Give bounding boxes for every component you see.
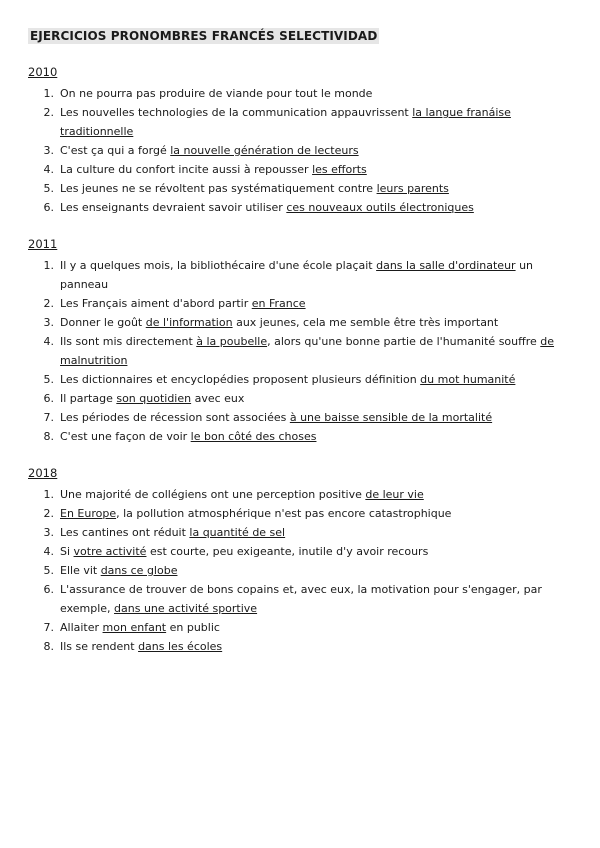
sentence-fragment: Les Français aiment d'abord partir — [60, 297, 252, 310]
underlined-phrase: du mot humanité — [420, 373, 516, 386]
item-sentence — [60, 389, 560, 408]
item-sentence — [60, 580, 560, 618]
underlined-phrase: leurs parents — [376, 182, 449, 195]
underlined-phrase: les efforts — [312, 163, 367, 176]
sentence-fragment: Ils se rendent — [60, 640, 139, 653]
item-number: 1. — [43, 488, 54, 501]
item-sentence — [60, 179, 560, 198]
item-number: 2. — [43, 106, 54, 119]
item-sentence — [60, 523, 560, 542]
underlined-phrase: la langue franáise traditionnelle — [60, 106, 511, 138]
sentence-fragment: aux jeunes, cela me semble être très important — [232, 316, 499, 329]
exercise-item — [28, 504, 560, 523]
sentence-fragment: C'est une façon de voir — [60, 430, 191, 443]
sentence-fragment: , la pollution atmosphérique n'est pas encore catastrophique — [116, 507, 452, 520]
item-sentence — [60, 637, 560, 656]
item-number: 6. — [43, 583, 54, 596]
item-sentence — [60, 160, 560, 179]
item-sentence — [60, 504, 560, 523]
item-number: 8. — [43, 640, 54, 653]
underlined-phrase: dans les écoles — [138, 640, 223, 653]
item-sentence — [60, 408, 560, 427]
exercise-item — [28, 103, 560, 141]
section-2010 — [28, 64, 560, 217]
item-number: 7. — [43, 411, 54, 424]
item-number: 1. — [43, 259, 54, 272]
exercise-item — [28, 637, 560, 656]
underlined-phrase: dans ce globe — [100, 564, 178, 577]
underlined-phrase: de l'information — [145, 316, 233, 329]
item-sentence — [60, 332, 560, 370]
exercise-item — [28, 141, 560, 160]
sentence-fragment: Les jeunes ne se révoltent pas systématiquement contre — [60, 182, 377, 195]
underlined-phrase: la nouvelle génération de lecteurs — [170, 144, 359, 157]
section-year-heading: 2018 — [28, 466, 58, 480]
sentence-fragment: Donner le goût — [60, 316, 146, 329]
exercise-item — [28, 294, 560, 313]
item-number: 5. — [43, 373, 54, 386]
exercise-item — [28, 542, 560, 561]
item-number: 3. — [43, 144, 54, 157]
exercise-item — [28, 561, 560, 580]
exercise-item — [28, 332, 560, 370]
exercise-item — [28, 179, 560, 198]
sentence-fragment: Elle vit — [60, 564, 101, 577]
item-sentence — [60, 618, 560, 637]
item-sentence — [60, 561, 560, 580]
sentence-fragment: Les enseignants devraient savoir utiliser — [60, 201, 287, 214]
underlined-phrase: En Europe — [60, 507, 117, 520]
underlined-phrase: votre activité — [73, 545, 147, 558]
underlined-phrase: à la poubelle — [196, 335, 268, 348]
exercise-item — [28, 580, 560, 618]
underlined-phrase: dans la salle d'ordinateur — [376, 259, 516, 272]
item-sentence — [60, 103, 560, 141]
item-number: 6. — [43, 201, 54, 214]
exercise-item — [28, 160, 560, 179]
underlined-phrase: la quantité de sel — [189, 526, 286, 539]
exercise-item — [28, 84, 560, 103]
section-2011 — [28, 236, 560, 446]
exercise-item — [28, 198, 560, 217]
sentence-fragment: L'assurance de trouver de bons copains et, avec eux, la motivation pour s'engager, par exemple, — [60, 583, 542, 615]
underlined-phrase: ces nouveaux outils électroniques — [286, 201, 474, 214]
exercise-item — [28, 256, 560, 294]
item-number: 5. — [43, 564, 54, 577]
sentence-fragment: Les cantines ont réduit — [60, 526, 190, 539]
exercise-item — [28, 370, 560, 389]
sentence-fragment: Les nouvelles technologies de la communication appauvrissent — [60, 106, 413, 119]
exercise-list — [28, 485, 560, 656]
sentence-fragment: , alors qu'une bonne partie de l'humanité souffre — [267, 335, 541, 348]
sentence-fragment: C'est ça qui a forgé — [60, 144, 171, 157]
item-number: 4. — [43, 545, 54, 558]
item-sentence — [60, 313, 560, 332]
item-sentence — [60, 485, 560, 504]
item-number: 2. — [43, 507, 54, 520]
sentence-fragment: Il y a quelques mois, la bibliothécaire d'une école plaçait — [60, 259, 377, 272]
sentence-fragment: Une majorité de collégiens ont une perception positive — [60, 488, 366, 501]
item-sentence — [60, 141, 560, 160]
underlined-phrase: mon enfant — [102, 621, 167, 634]
item-number: 3. — [43, 316, 54, 329]
item-number: 7. — [43, 621, 54, 634]
item-sentence — [60, 370, 560, 389]
sentence-fragment: On ne pourra pas produire de viande pour tout le monde — [60, 87, 373, 100]
sentence-fragment: Les dictionnaires et encyclopédies proposent plusieurs définition — [60, 373, 421, 386]
item-number: 6. — [43, 392, 54, 405]
item-sentence — [60, 198, 560, 217]
item-sentence — [60, 256, 560, 294]
sentence-fragment: Ils sont mis directement — [60, 335, 197, 348]
item-sentence — [60, 542, 560, 561]
exercise-sections — [28, 64, 560, 656]
item-number: 8. — [43, 430, 54, 443]
item-number: 3. — [43, 526, 54, 539]
underlined-phrase: à une baisse sensible de la mortalité — [289, 411, 493, 424]
item-sentence — [60, 84, 560, 103]
sentence-fragment: La culture du confort incite aussi à repousser — [60, 163, 313, 176]
sentence-fragment: Si — [60, 545, 74, 558]
underlined-phrase: en France — [251, 297, 306, 310]
page-title: EJERCICIOS PRONOMBRES FRANCÉS SELECTIVIDAD — [30, 29, 378, 43]
exercise-item — [28, 389, 560, 408]
exercise-list — [28, 256, 560, 446]
section-year-heading: 2010 — [28, 65, 58, 79]
sentence-fragment: Il partage — [60, 392, 117, 405]
sentence-fragment: en public — [166, 621, 220, 634]
exercise-item — [28, 427, 560, 446]
sentence-fragment: Allaiter — [60, 621, 103, 634]
sentence-fragment: avec eux — [191, 392, 245, 405]
exercise-item — [28, 618, 560, 637]
exercise-list — [28, 84, 560, 217]
section-2018 — [28, 465, 560, 656]
exercise-item — [28, 485, 560, 504]
item-number: 4. — [43, 163, 54, 176]
exercise-item — [28, 523, 560, 542]
underlined-phrase: dans une activité sportive — [114, 602, 258, 615]
item-sentence — [60, 294, 560, 313]
item-number: 1. — [43, 87, 54, 100]
underlined-phrase: de leur vie — [365, 488, 424, 501]
underlined-phrase: de malnutrition — [60, 335, 555, 367]
exercise-item — [28, 408, 560, 427]
item-sentence — [60, 427, 560, 446]
sentence-fragment: Les périodes de récession sont associées — [60, 411, 290, 424]
sentence-fragment: un panneau — [60, 259, 534, 291]
exercise-item — [28, 313, 560, 332]
sentence-fragment: est courte, peu exigeante, inutile d'y avoir recours — [146, 545, 429, 558]
underlined-phrase: son quotidien — [116, 392, 192, 405]
item-number: 5. — [43, 182, 54, 195]
item-number: 4. — [43, 335, 54, 348]
item-number: 2. — [43, 297, 54, 310]
underlined-phrase: le bon côté des choses — [190, 430, 317, 443]
section-year-heading: 2011 — [28, 237, 58, 251]
